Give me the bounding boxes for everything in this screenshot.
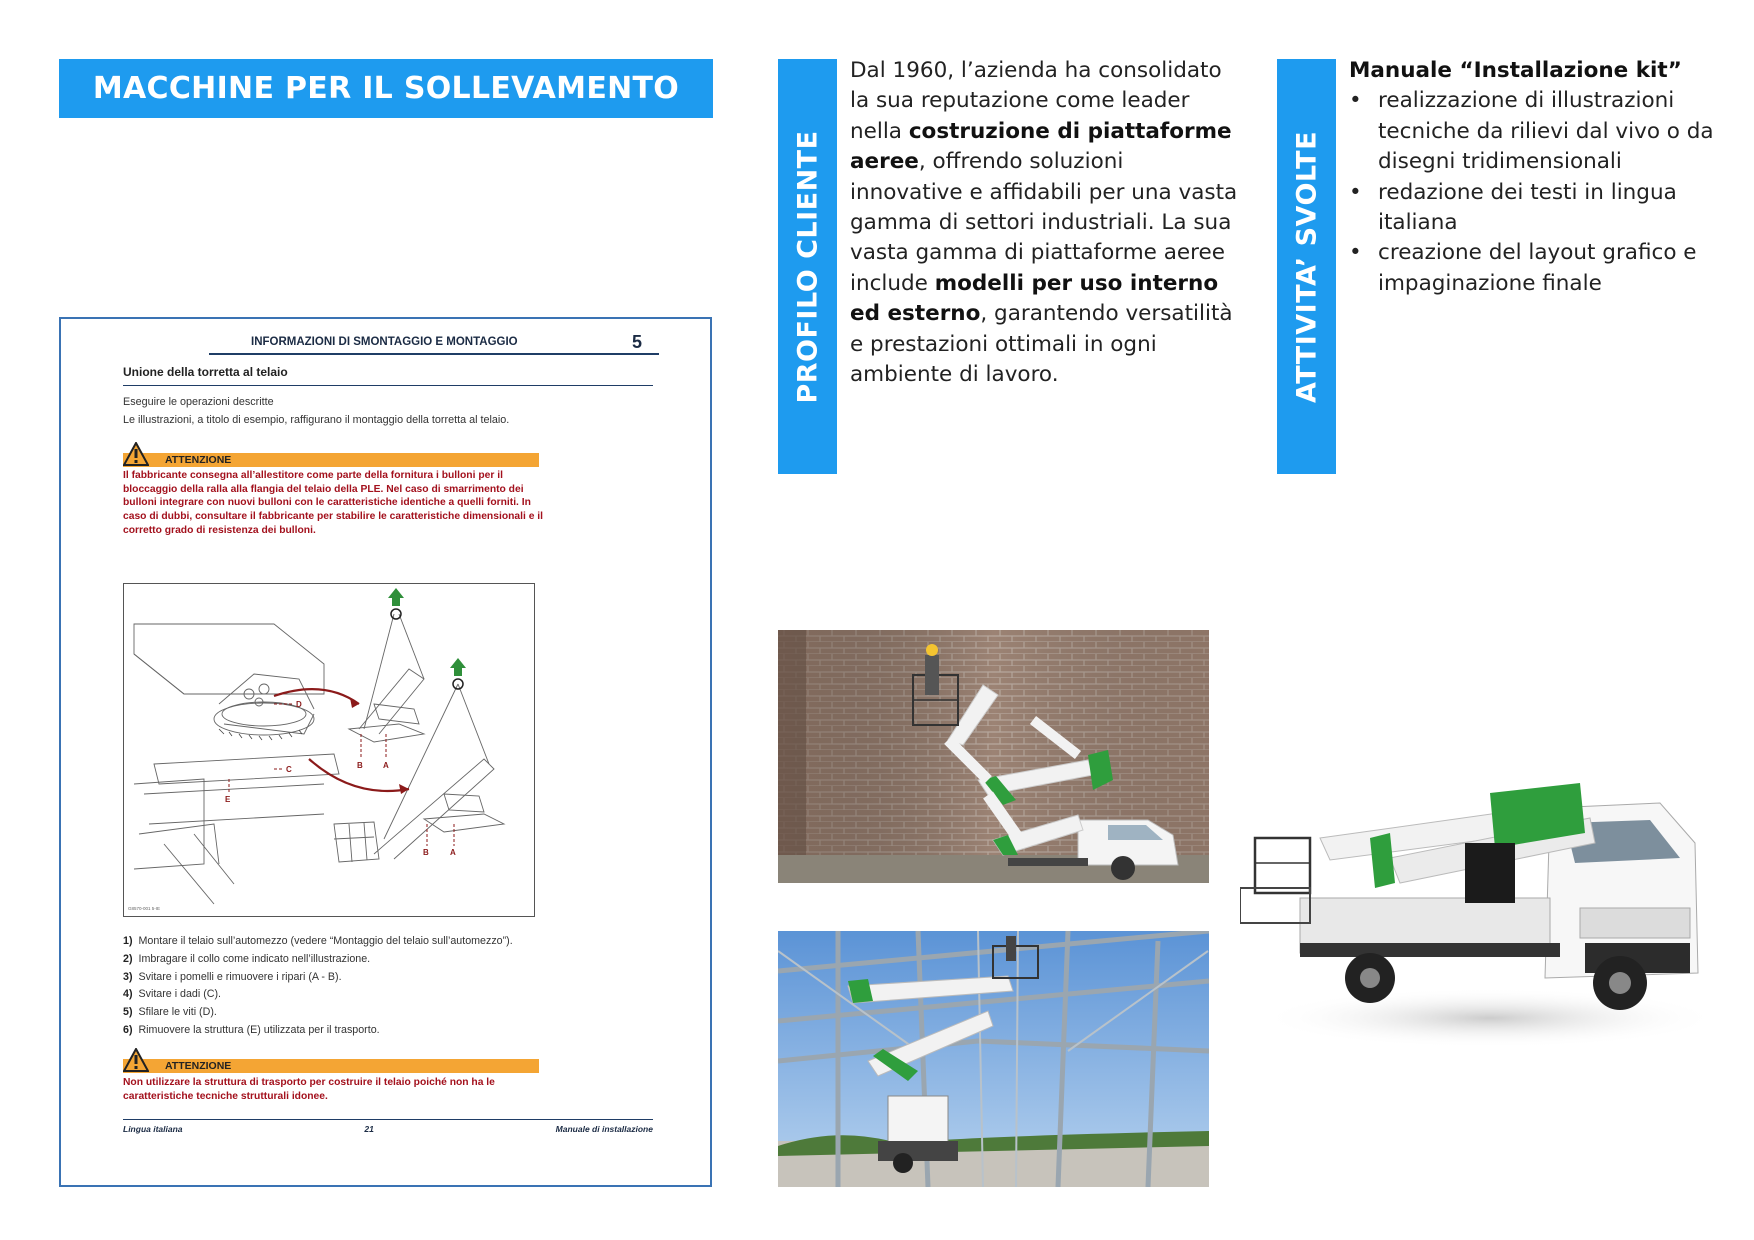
profile-bold-2: modelli per uso interno ed esterno (850, 270, 1219, 327)
page-title: MACCHINE PER IL SOLLEVAMENTO (92, 71, 680, 106)
profile-label: PROFILO CLIENTE (792, 129, 823, 404)
figure-label-a2: A (450, 848, 456, 857)
manual-subtitle: Unione della torretta al telaio (123, 365, 653, 386)
photo-truck-platform (1240, 748, 1715, 1053)
footer-doc-title: Manuale di installazione (555, 1124, 653, 1134)
step-item: 5) Sfilare le viti (D). (123, 1006, 217, 1019)
lift-arrow-icon (388, 588, 466, 689)
figure-label-e: E (225, 795, 231, 804)
manual-header-title: INFORMAZIONI DI SMONTAGGIO E MONTAGGIO (251, 336, 518, 348)
warning-text: Il fabbricante consegna all’allestitore come parte della fornitura i bulloni per il bloccaggio della ralla alla flangia del telaio della PLE. Nel caso di smarrimento dei bulloni integrare con nuovi bulloni con le caratteristiche identiche a quelli forniti. In caso di dubbi, consultare il fabbricante per stabilire le caratteristiche dimensionali e il corretto grado di resistenza dei bulloni. (123, 470, 544, 536)
figure-label-b1: B (357, 761, 363, 770)
manual-chapter-box (616, 331, 658, 355)
footer-language: Lingua italiana (123, 1124, 183, 1134)
warning-banner (123, 453, 539, 467)
activities-label-bar (1277, 59, 1336, 474)
figure-label-d: D (296, 700, 302, 709)
page-title-banner (59, 59, 713, 118)
platform-steel-structure-image (778, 931, 1209, 1187)
activity-item: • creazione del layout grafico e impaginazione finale (1349, 238, 1719, 299)
step-item: 2) Imbragare il collo come indicato nell’illustrazione. (123, 952, 371, 965)
profile-text-1: Dal 1960, l’azienda ha consolidato la sua reputazione come leader nella (850, 58, 1222, 144)
warning-icon (123, 442, 149, 466)
platform-brick-wall-image (778, 630, 1209, 883)
activities-title: Manuale “Installazione kit” (1349, 58, 1682, 83)
manual-footer (123, 1119, 653, 1134)
manual-intro-2: Le illustrazioni, a titolo di esempio, raffigurano il montaggio della torretta al telaio. (123, 414, 510, 426)
profile-description (850, 56, 1240, 390)
step-item: 4) Svitare i dadi (C). (123, 988, 222, 1001)
profile-bold-1: costruzione di piattaforme aeree (850, 118, 1232, 175)
activity-item: • realizzazione di illustrazioni tecniche da rilievi dal vivo o da disegni tridimensionali (1349, 86, 1719, 177)
warning-label-2: ATTENZIONE (165, 1060, 232, 1072)
manual-header (209, 331, 659, 355)
truck-platform-image (1240, 748, 1715, 1053)
figure-label-c: C (286, 765, 292, 774)
profile-text-3: , garantendo versatilità e prestazioni ottimali in ogni ambiente di lavoro. (850, 301, 1233, 388)
warning-banner-2 (123, 1059, 539, 1073)
step-item: 3) Svitare i pomelli e rimuovere i ripari (A - B). (123, 970, 342, 983)
profile-label-bar (778, 59, 837, 474)
manual-chapter-number: 5 (631, 332, 642, 352)
figure-label-a1: A (383, 761, 389, 770)
photo-platform-brick-wall (778, 630, 1209, 883)
photo-platform-steel-structure (778, 931, 1209, 1187)
manual-intro-1: Eseguire le operazioni descritte (123, 396, 274, 408)
warning-text-2: Non utilizzare la struttura di trasporto per costruire il telaio poiché non ha le caratteristiche tecniche strutturali idonee. (123, 1077, 495, 1102)
profile-text-2: , offrendo soluzioni innovative e affidabili per una vasta gamma di settori industriali. La sua vasta gamma di piattaforme aeree include (850, 149, 1238, 296)
warning-icon (123, 1048, 149, 1072)
warning-label: ATTENZIONE (165, 454, 232, 466)
step-item: 6) Rimuovere la struttura (E) utilizzata per il trasporto. (123, 1023, 380, 1036)
manual-steps (123, 933, 653, 1040)
activities-label: ATTIVITA’ SVOLTE (1291, 130, 1322, 403)
footer-page-number: 21 (364, 1124, 374, 1134)
assembly-drawing (124, 584, 534, 916)
figure-label-b2: B (423, 848, 429, 857)
activity-item: • redazione dei testi in lingua italiana (1349, 178, 1719, 239)
step-item: 1) Montare il telaio sull’automezzo (vedere “Montaggio del telaio sull’automezzo”). (123, 935, 513, 947)
technical-illustration (123, 583, 535, 917)
figure-code: G8570-001 5-IE (128, 906, 161, 911)
manual-page (59, 317, 712, 1187)
activities-list (1349, 86, 1719, 299)
activities-list-block (1349, 56, 1719, 299)
